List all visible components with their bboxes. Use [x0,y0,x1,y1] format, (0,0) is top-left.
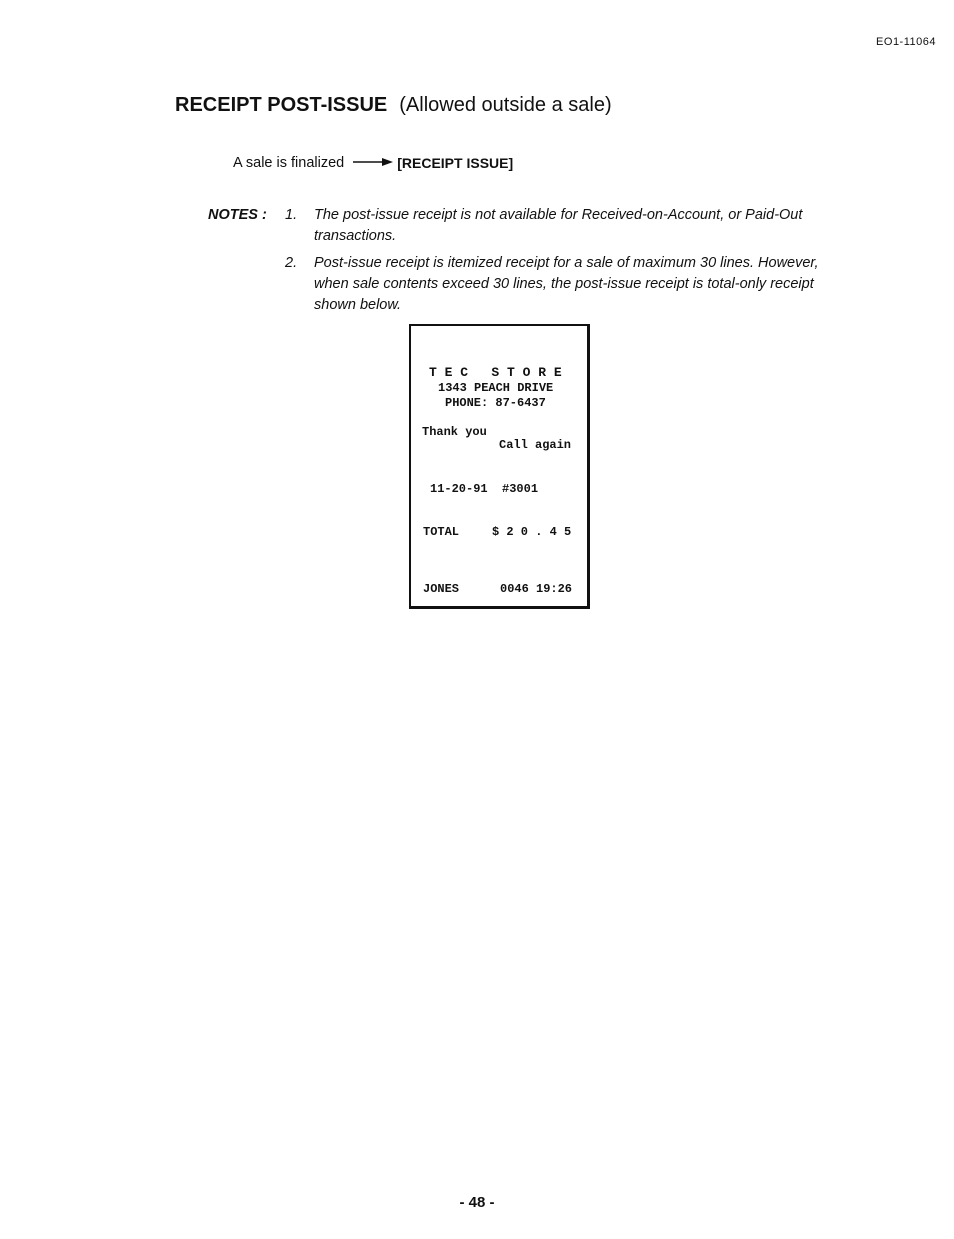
receipt-call-again: Call again [499,438,572,452]
receipt-clerk: JONES [423,582,460,596]
document-id: EO1-11064 [876,36,936,48]
receipt-address: 1343 PEACH DRIVE [438,381,554,395]
note-item [208,253,848,316]
note-text: Post-issue receipt is itemized receipt for a sale of maximum 30 lines. However, when sale contents exceed 30 lines, the post-issue receipt is total-only receipt shown below. [314,255,819,313]
page-number: - 48 - [459,1194,495,1211]
flow-key-receipt-issue: [RECEIPT ISSUE] [397,155,514,171]
operation-flow [233,155,513,171]
note-number: 2. [285,255,298,271]
note-number: 1. [285,207,298,223]
receipt-store-name: T E C S T O R E [429,365,562,380]
receipt-total-value: $ 2 0 . 4 5 [492,525,572,539]
notes-section [208,205,848,322]
notes-label: NOTES : [208,207,267,223]
page-title-bold: RECEIPT POST-ISSUE [175,94,388,116]
flow-condition: A sale is finalized [233,155,345,171]
arrow-right-icon [353,155,393,171]
receipt-total-label: TOTAL [423,525,460,539]
receipt-date-number: 11-20-91 #3001 [430,482,539,496]
page-title [175,94,612,117]
page-title-subtitle: (Allowed outside a sale) [399,94,612,116]
receipt-phone: PHONE: 87-6437 [445,396,546,410]
sample-receipt [409,324,590,609]
receipt-thank-you: Thank you [422,425,487,439]
note-text: The post-issue receipt is not available for Received-on-Account, or Paid-Out transactions. [314,207,803,244]
note-item [208,205,848,247]
receipt-consecutive-time: 0046 19:26 [500,582,573,596]
